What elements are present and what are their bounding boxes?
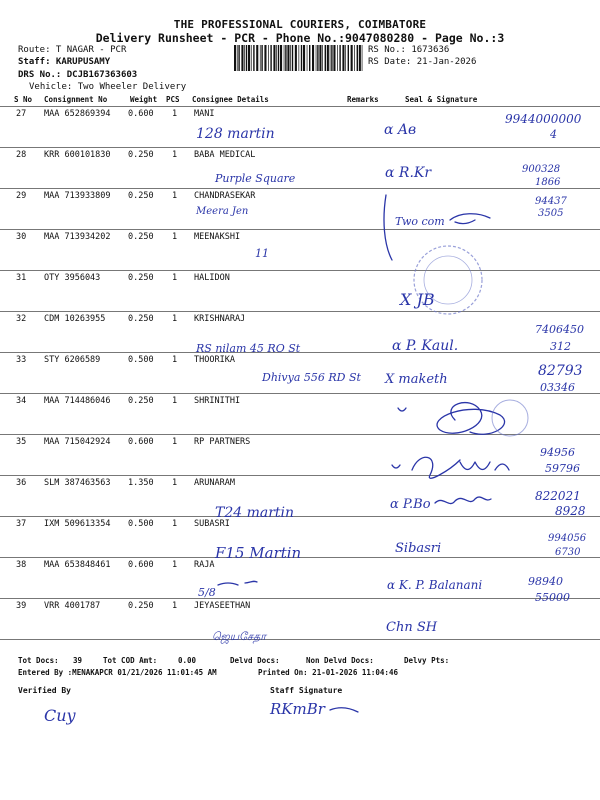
hw-r36-phone2: 8928	[555, 504, 586, 518]
cell-consignee-name: KRISHNARAJ	[194, 314, 246, 324]
hw-r27-phone: 9944000000	[505, 112, 582, 126]
delvd-docs-label: Delvd Docs:	[230, 656, 280, 665]
cell-weight: 0.250	[128, 314, 154, 324]
cell-pcs: 1	[172, 478, 178, 488]
hw-r38-sig: α K. P. Balanani	[387, 578, 483, 592]
cell-pcs: 1	[172, 150, 178, 160]
tot-docs-value: 39	[73, 656, 83, 665]
hw-staff-sig: RKmBr	[270, 700, 325, 718]
cell-consignee-name: CHANDRASEKAR	[194, 191, 256, 201]
hw-r33-phone2: 03346	[540, 381, 575, 394]
hw-r30-addr: 11	[255, 247, 269, 260]
hw-r29-bracket	[384, 195, 392, 260]
delvy-pts-label: Delvy Pts:	[404, 656, 450, 665]
hw-staff-sig-stroke	[330, 708, 358, 712]
hw-r27-addr: 128 martin	[196, 126, 275, 142]
staff-signature-label: Staff Signature	[270, 686, 343, 695]
rs-number: RS No.: 1673636	[368, 45, 450, 55]
hw-r29-sig-stroke	[450, 214, 490, 224]
cell-sno: 35	[16, 437, 27, 447]
cell-weight: 0.250	[128, 150, 154, 160]
cell-sno: 29	[16, 191, 27, 201]
hw-r28-phone: 900328	[522, 164, 561, 175]
hw-r32-phone: 7406450	[535, 323, 584, 336]
hw-r34-sig	[398, 403, 505, 435]
cell-consignee-name: SUBASRI	[194, 519, 230, 529]
hw-r32-addr: RS nilam 45 RO St	[196, 342, 301, 355]
col-weight: Weight	[130, 95, 158, 104]
cell-consignment: MAA 653848461	[44, 560, 111, 570]
hw-r36-sig: α P.Bo	[390, 497, 431, 512]
hw-r29-addr: Meera Jen	[196, 206, 249, 217]
col-sno: S No	[14, 95, 33, 104]
cell-consignment: MAA 715042924	[44, 437, 111, 447]
col-consignment: Consignment No	[44, 95, 108, 104]
company-title: THE PROFESSIONAL COURIERS, COIMBATORE	[173, 18, 427, 31]
cell-weight: 0.500	[128, 519, 154, 529]
hw-r29-sig: Two com	[395, 215, 445, 228]
cell-sno: 36	[16, 478, 27, 488]
cell-pcs: 1	[172, 355, 178, 365]
hw-r38-strokes	[218, 581, 257, 585]
cell-pcs: 1	[172, 273, 178, 283]
cell-weight: 0.600	[128, 109, 154, 119]
cell-weight: 0.250	[128, 232, 154, 242]
cell-sno: 34	[16, 396, 27, 406]
rs-date: RS Date: 21-Jan-2026	[368, 57, 477, 67]
cell-sno: 27	[16, 109, 27, 119]
cell-weight: 0.250	[128, 273, 154, 283]
cell-consignee-name: JEYASEETHAN	[194, 601, 251, 611]
staff-label: Staff: KARUPUSAMY	[18, 57, 111, 67]
hw-r38-phone: 98940	[528, 575, 563, 588]
hw-r28-sig: α R.Kr	[385, 165, 432, 181]
hw-r37-phone: 994056	[548, 533, 587, 544]
cell-consignee-name: BABA MEDICAL	[194, 150, 256, 160]
hw-r33-addr: Dhivya 556 RD St	[262, 371, 361, 384]
entered-by: Entered By :MENAKAPCR 01/21/2026 11:01:45 AM	[18, 668, 217, 677]
hw-r35-phone2: 59796	[545, 462, 580, 475]
col-remarks: Remarks	[347, 95, 379, 104]
hw-r28-phone2: 1866	[535, 177, 561, 188]
hw-r35-sig	[392, 457, 509, 478]
tot-cod-value: 0.00	[178, 656, 197, 665]
col-seal-signature: Seal & Signature	[405, 95, 478, 104]
cell-consignment: MAA 714486046	[44, 396, 111, 406]
vehicle-label: Vehicle: Two Wheeler Delivery	[29, 82, 187, 92]
cell-consignment: SLM 387463563	[44, 478, 111, 488]
hw-r35-phone: 94956	[540, 446, 575, 459]
cell-consignee-name: THOORIKA	[194, 355, 235, 365]
cell-weight: 0.250	[128, 396, 154, 406]
cell-consignment: STY 6206589	[44, 355, 101, 365]
cell-sno: 28	[16, 150, 27, 160]
cell-consignee-name: SHRINITHI	[194, 396, 241, 406]
hw-r28-addr: Purple Square	[215, 172, 296, 185]
hw-r37-phone2: 6730	[555, 547, 581, 558]
non-delvd-docs-label: Non Delvd Docs:	[306, 656, 374, 665]
cell-sno: 39	[16, 601, 27, 611]
hw-r31-sig: X JB	[400, 290, 435, 309]
cell-weight: 0.500	[128, 355, 154, 365]
cell-sno: 37	[16, 519, 27, 529]
hw-r27-phone2: 4	[550, 128, 557, 141]
cell-pcs: 1	[172, 314, 178, 324]
cell-consignee-name: ARUNARAM	[194, 478, 235, 488]
cell-pcs: 1	[172, 191, 178, 201]
cell-consignment: MAA 713933809	[44, 191, 111, 201]
hw-r33-phone: 82793	[538, 363, 583, 379]
drs-number: DRS No.: DCJB167363603	[18, 70, 138, 80]
cell-consignment: VRR 4001787	[44, 601, 101, 611]
cell-consignee-name: RAJA	[194, 560, 215, 570]
hw-r36-addr: T24 martin	[215, 505, 295, 521]
route-label: Route: T NAGAR - PCR	[18, 45, 127, 55]
cell-consignee-name: RP PARTNERS	[194, 437, 251, 447]
cell-pcs: 1	[172, 601, 178, 611]
cell-consignment: MAA 713934202	[44, 232, 111, 242]
hw-r32-phone2: 312	[550, 340, 571, 353]
cell-sno: 32	[16, 314, 27, 324]
cell-consignee-name: MANI	[194, 109, 215, 119]
hw-r38-phone2: 55000	[535, 591, 570, 604]
cell-pcs: 1	[172, 396, 178, 406]
hw-verified-sig: Cuy	[44, 706, 76, 725]
col-consignee: Consignee Details	[192, 95, 269, 104]
tot-cod-label: Tot COD Amt:	[103, 656, 158, 665]
tot-docs-label: Tot Docs:	[18, 656, 59, 665]
hw-r27-sig: α Αв	[384, 122, 417, 138]
hw-r36-sig-stroke	[435, 497, 491, 504]
hw-r32-sig: α P. Kaul.	[392, 338, 459, 354]
cell-sno: 33	[16, 355, 27, 365]
cell-consignment: OTY 3956043	[44, 273, 101, 283]
runsheet-subtitle: Delivery Runsheet - PCR - Phone No.:9047080280 - Page No.:3	[95, 31, 505, 45]
cell-pcs: 1	[172, 437, 178, 447]
cell-pcs: 1	[172, 519, 178, 529]
cell-weight: 0.250	[128, 601, 154, 611]
cell-weight: 1.350	[128, 478, 154, 488]
cell-sno: 31	[16, 273, 27, 283]
hw-r29-phone2: 3505	[538, 208, 564, 219]
hw-r39-addr: ஜெயசேதா	[212, 630, 266, 643]
cell-weight: 0.600	[128, 437, 154, 447]
hw-r36-phone: 822021	[535, 489, 581, 503]
cell-consignment: KRR 600101830	[44, 150, 111, 160]
hw-r39-sig: Chn SH	[386, 620, 438, 635]
cell-sno: 30	[16, 232, 27, 242]
col-pcs: PCS	[166, 95, 180, 104]
cell-weight: 0.600	[128, 560, 154, 570]
printed-on: Printed On: 21-01-2026 11:04:46	[258, 668, 398, 677]
hw-r33-sig: X maketh	[385, 372, 448, 387]
hw-r29-phone: 94437	[535, 196, 567, 207]
cell-consignee-name: HALIDON	[194, 273, 230, 283]
verified-by-label: Verified By	[18, 686, 71, 695]
hw-r37-addr: F15 Martin	[215, 544, 302, 562]
cell-pcs: 1	[172, 560, 178, 570]
footer-totals	[18, 656, 588, 666]
cell-consignment: IXM 509613354	[44, 519, 111, 529]
hw-r38-addr: 5/8	[198, 586, 216, 599]
stamp-seal-2	[492, 400, 528, 436]
cell-consignment: CDM 10263955	[44, 314, 106, 324]
cell-pcs: 1	[172, 109, 178, 119]
cell-sno: 38	[16, 560, 27, 570]
cell-pcs: 1	[172, 232, 178, 242]
cell-consignee-name: MEENAKSHI	[194, 232, 241, 242]
cell-consignment: MAA 652869394	[44, 109, 111, 119]
hw-r37-sig: Sibasri	[395, 541, 442, 556]
cell-weight: 0.250	[128, 191, 154, 201]
